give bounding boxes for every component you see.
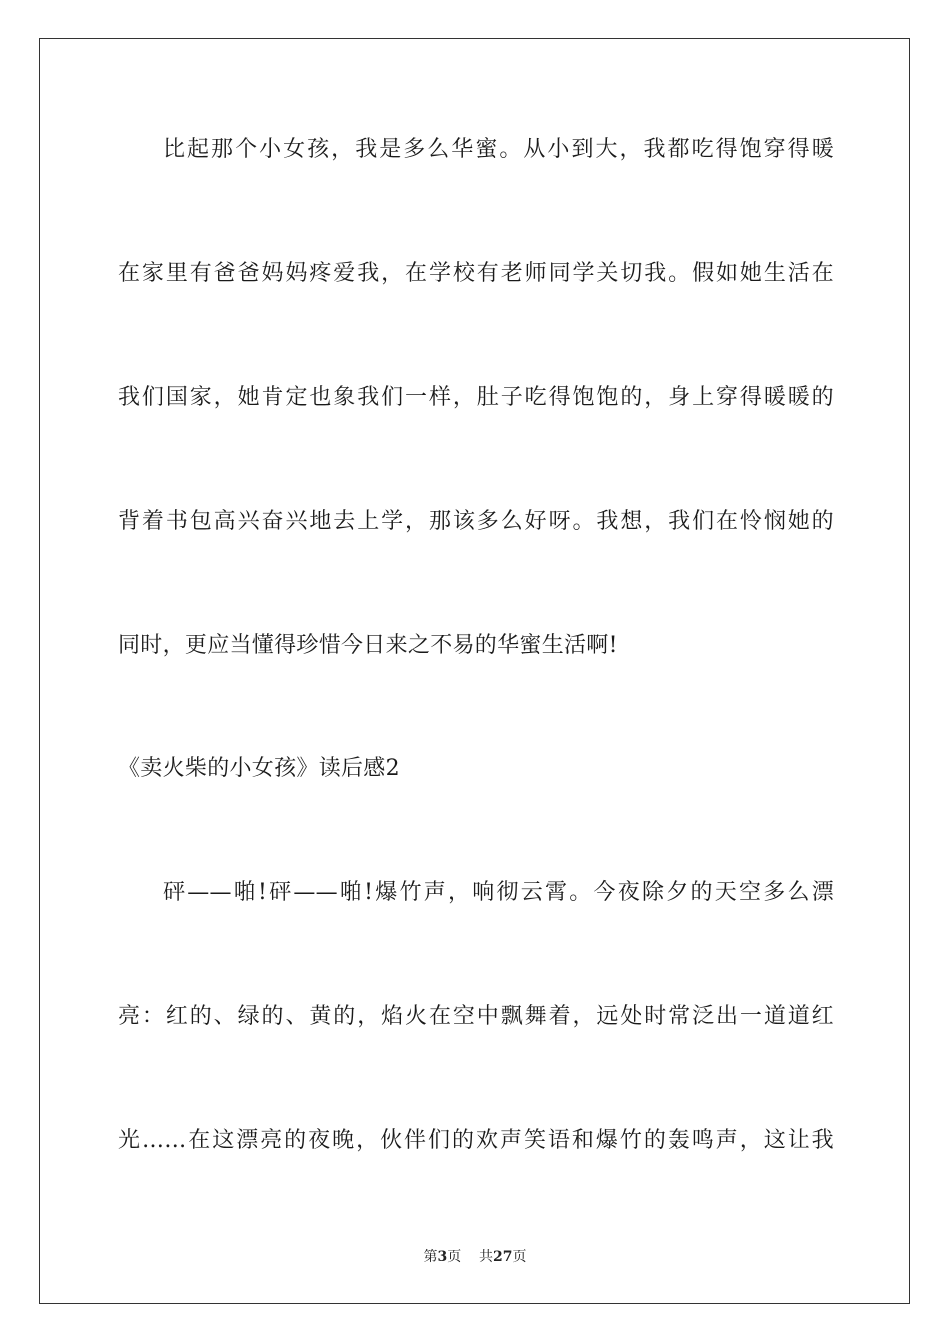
total-pages-number: 27: [493, 1249, 513, 1265]
text-line: 砰——啪!砰——啪!爆竹声，响彻云霄。今夜除夕的天空多么漂: [163, 880, 834, 905]
page-footer: [0, 1248, 950, 1266]
text-line: 背着书包高兴奋兴地去上学，那该多么好呀。我想，我们在怜悯她的: [118, 509, 834, 534]
page-border: [39, 38, 910, 1304]
text-line: 亮：红的、绿的、黄的，焰火在空中飘舞着，远处时常泛出一道道红: [118, 1004, 834, 1029]
text-line: 比起那个小女孩，我是多么华蜜。从小到大，我都吃得饱穿得暖: [163, 137, 834, 162]
text-line: 光……在这漂亮的夜晚，伙伴们的欢声笑语和爆竹的轰鸣声，这让我: [118, 1128, 834, 1153]
page-label-suffix: 页: [447, 1249, 462, 1265]
total-label-suffix: 页: [512, 1249, 527, 1265]
total-label-prefix: 共: [479, 1249, 494, 1265]
page-label-prefix: 第: [423, 1249, 438, 1265]
text-line: 同时，更应当懂得珍惜今日来之不易的华蜜生活啊!: [118, 633, 618, 658]
current-page-number: 3: [437, 1249, 448, 1265]
section-title: 《卖火柴的小女孩》读后感2: [118, 756, 400, 781]
text-line: 在家里有爸爸妈妈疼爱我，在学校有老师同学关切我。假如她生活在: [118, 261, 834, 286]
text-line: 我们国家，她肯定也象我们一样，肚子吃得饱饱的，身上穿得暖暖的: [118, 385, 834, 410]
